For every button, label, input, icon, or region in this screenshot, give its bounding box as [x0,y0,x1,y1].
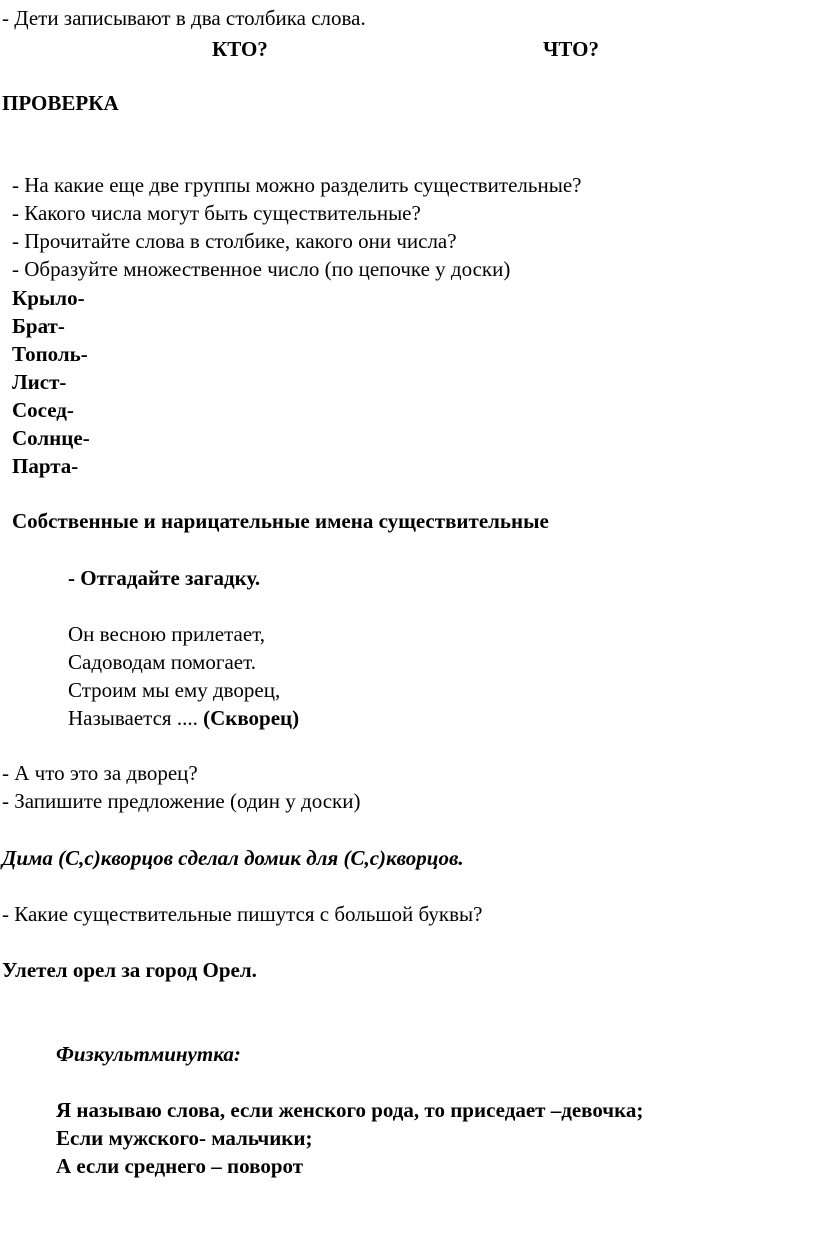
word-item: Брат- [12,314,65,338]
word-item: Солнце- [12,426,90,450]
capital-question: - Какие существительные пишутся с большой буквы? [2,902,483,926]
riddle-line: Строим мы ему дворец, [68,678,281,702]
riddle-line: Он весною прилетает, [68,622,265,646]
riddle-prompt: - Отгадайте загадку. [68,566,261,590]
check-heading: ПРОВЕРКА [2,91,119,115]
followup-line: - Запишите предложение (один у доски) [2,789,361,813]
question-line: - Образуйте множественное число (по цепочке у доски) [12,257,511,281]
eagle-sentence: Улетел орел за город Орел. [2,958,257,982]
break-heading: Физкультминутка: [56,1042,241,1066]
column-header-who: КТО? [212,37,268,61]
riddle-answer: (Скворец) [203,706,300,730]
riddle-line: Называется .... [68,706,198,730]
break-line: А если среднего – поворот [56,1154,304,1178]
word-item: Парта- [12,454,79,478]
word-item: Сосед- [12,398,74,422]
break-line: Я называю слова, если женского рода, то приседает –девочка; [56,1098,644,1122]
question-line: - На какие еще две группы можно разделить существительные? [12,173,582,197]
intro-text: - Дети записывают в два столбика слова. [2,6,366,30]
section-heading: Собственные и нарицательные имена существительные [12,509,549,533]
riddle-line: Садоводам помогает. [68,650,256,674]
column-header-what: ЧТО? [543,37,599,61]
followup-line: - А что это за дворец? [2,761,198,785]
question-line: - Какого числа могут быть существительные? [12,201,421,225]
question-line: - Прочитайте слова в столбике, какого они числа? [12,229,457,253]
word-item: Лист- [12,370,67,394]
word-item: Тополь- [12,342,88,366]
word-item: Крыло- [12,286,85,310]
break-line: Если мужского- мальчики; [56,1126,313,1150]
example-sentence: Дима (С,с)кворцов сделал домик для (С,с)кворцов. [2,846,464,870]
riddle-last-line [68,705,299,732]
